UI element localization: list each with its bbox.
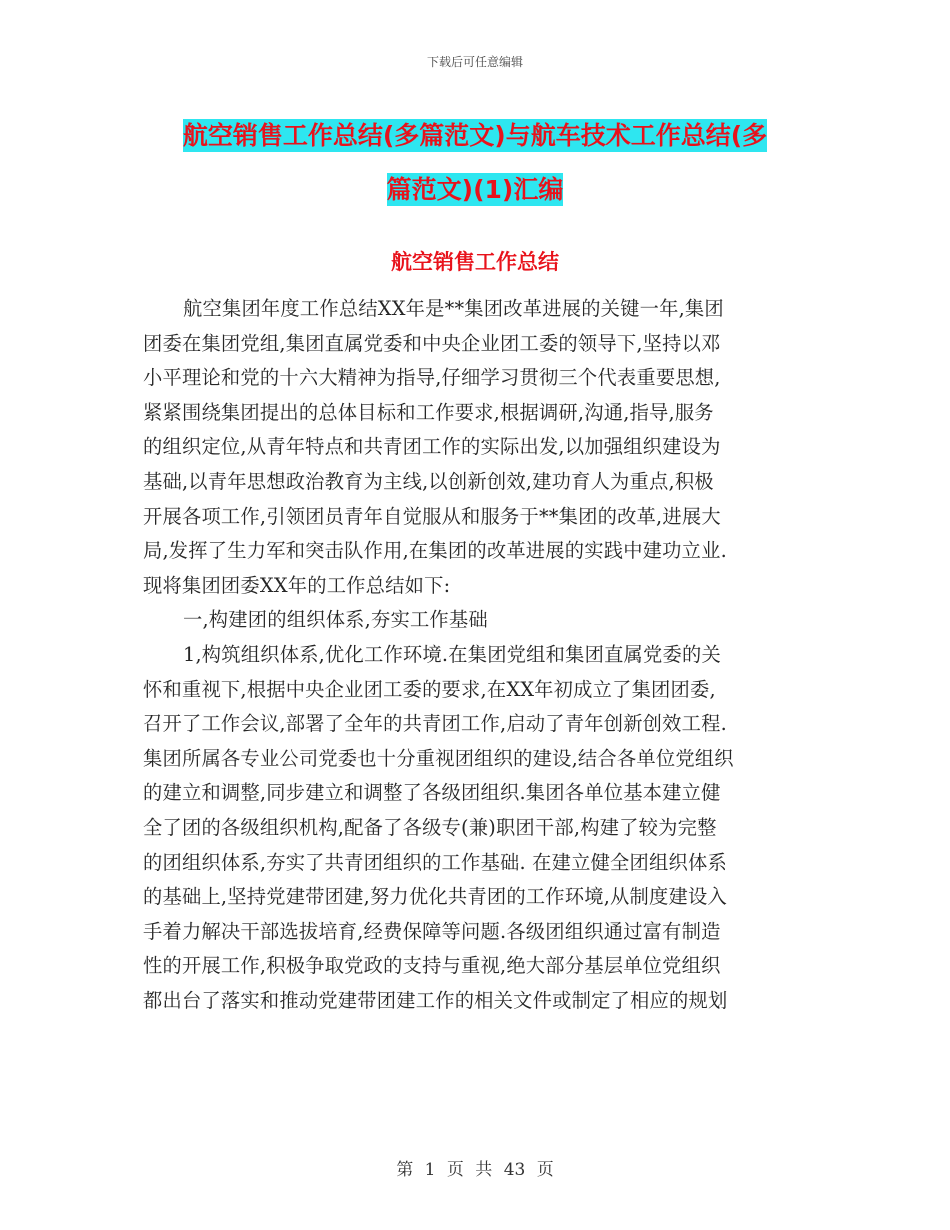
paragraph-line: 开展各项工作,引领团员青年自觉服从和服务于**集团的改革,进展大 [143,504,721,528]
paragraph-line: 的基础上,坚持党建带团建,努力优化共青团的工作环境,从制度建设入 [143,885,727,909]
page-number-footer: 第 1 页 共 43 页 [396,1160,554,1180]
paragraph-line: 现将集团团委XX年的工作总结如下: [143,573,451,597]
document-title-line-1: 航空销售工作总结(多篇范文)与航车技术工作总结(多 [182,121,768,150]
document-title-line-2: 篇范文)(1)汇编 [386,175,564,204]
paragraph-line: 1,构筑组织体系,优化工作环境.在集团党组和集团直属党委的关 [183,642,721,666]
paragraph-line: 怀和重视下,根据中央企业团工委的要求,在XX年初成立了集团团委, [143,677,716,701]
section-title: 航空销售工作总结 [391,250,559,274]
paragraph-line: 手着力解决干部选拔培育,经费保障等问题.各级团组织通过富有制造 [143,919,721,943]
paragraph-line: 性的开展工作,积极争取党政的支持与重视,绝大部分基层单位党组织 [143,954,721,978]
paragraph-line: 召开了工作会议,部署了全年的共青团工作,启动了青年创新创效工程. [143,712,727,736]
document-title [140,109,810,217]
heading-line: 一,构建团的组织体系,夯实工作基础 [183,608,488,632]
paragraph-line: 紧紧围绕集团提出的总体目标和工作要求,根据调研,沟通,指导,服务 [143,400,714,424]
paragraph-line: 的建立和调整,同步建立和调整了各级团组织.集团各单位基本建立健 [143,781,721,805]
paragraph-line: 的团组织体系,夯实了共青团组织的工作基础. 在建立健全团组织体系 [143,850,727,874]
paragraph-line: 基础,以青年思想政治教育为主线,以创新创效,建功育人为重点,积极 [143,469,714,493]
paragraph-line: 团委在集团党组,集团直属党委和中央企业团工委的领导下,坚持以邓 [143,331,721,355]
paragraph-line: 都出台了落实和推动党建带团建工作的相关文件或制定了相应的规划 [143,988,728,1012]
body-text [143,292,811,1018]
page-header-note: 下载后可任意编辑 [426,55,523,69]
paragraph-line: 小平理论和党的十六大精神为指导,仔细学习贯彻三个代表重要思想, [143,366,721,390]
paragraph-line: 局,发挥了生力军和突击队作用,在集团的改革进展的实践中建功立业. [143,539,727,563]
paragraph-line: 全了团的各级组织机构,配备了各级专(兼)职团干部,构建了较为完整 [143,815,717,839]
paragraph-line: 航空集团年度工作总结XX年是**集团改革进展的关键一年,集团 [183,297,724,320]
paragraph-line: 集团所属各专业公司党委也十分重视团组织的建设,结合各单位党组织 [143,746,734,770]
paragraph-line: 的组织定位,从青年特点和共青团工作的实际出发,以加强组织建设为 [143,435,721,459]
